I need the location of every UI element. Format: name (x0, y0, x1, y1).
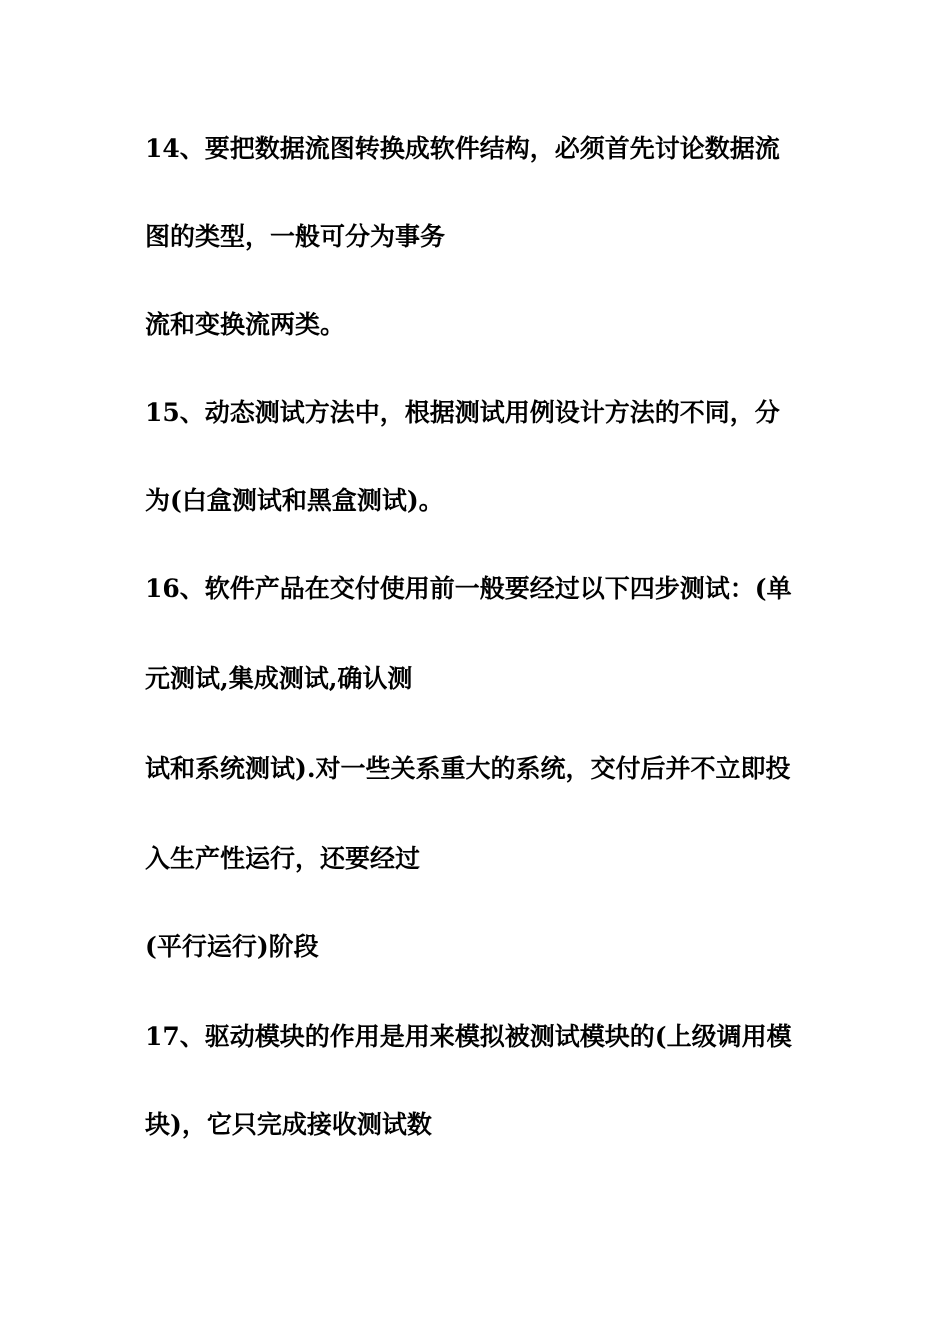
text-line-q16-part4: 入生产性运行，还要经过 (145, 844, 421, 873)
text-line-q14-part3: 流和变换流两类。 (145, 310, 346, 339)
text-line-q17-part1: 17、驱动模块的作用是用来模拟被测试模块的(上级调用模 (145, 1022, 792, 1051)
text-line-q14-part1: 14、要把数据流图转换成软件结构，必须首先讨论数据流 (145, 134, 780, 163)
text-line-q16-part5: (平行运行)阶段 (145, 932, 319, 961)
text-line-q16-part3: 试和系统测试).对一些关系重大的系统，交付后并不立即投 (145, 754, 791, 783)
text-line-q15-part2: 为(白盒测试和黑盒测试)。 (145, 486, 444, 515)
text-line-q16-part2: 元测试,集成测试,确认测 (145, 664, 413, 693)
text-line-q17-part2: 块)，它只完成接收测试数 (145, 1110, 432, 1139)
text-line-q16-part1: 16、软件产品在交付使用前一般要经过以下四步测试：(单 (145, 574, 792, 603)
text-line-q14-part2: 图的类型，一般可分为事务 (145, 222, 446, 251)
text-line-q15-part1: 15、动态测试方法中，根据测试用例设计方法的不同，分 (145, 398, 780, 427)
